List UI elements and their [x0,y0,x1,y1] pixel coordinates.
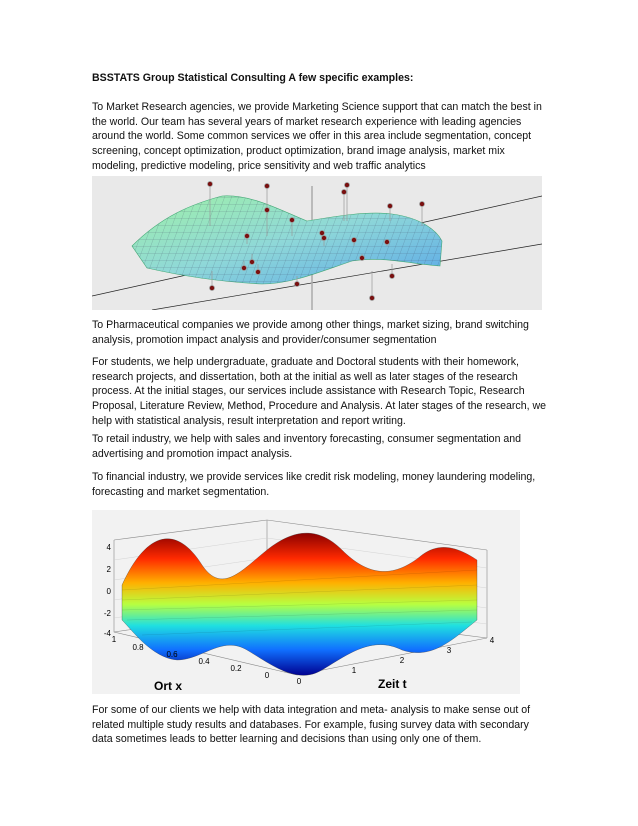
x-tick: 0.6 [166,650,178,659]
z-tick: -4 [103,629,111,638]
t-tick: 4 [489,636,495,645]
data-point [256,270,261,275]
data-point [295,282,300,287]
data-point [245,234,250,239]
data-point [390,274,395,279]
data-point [345,183,350,188]
page-heading: BSSTATS Group Statistical Consulting A few specific examples: [92,72,414,84]
financial-paragraph: To financial industry, we provide services like credit risk modeling, money laundering modeling, forecasting and market segmentation. [92,471,536,498]
z-tick: -2 [103,609,111,618]
z-tick: 4 [106,543,111,552]
data-point [420,202,425,207]
z-tick: 2 [106,565,111,574]
t-tick: 2 [399,656,405,665]
data-point [342,190,347,195]
data-point [290,218,295,223]
t-axis-label: Zeit t [378,677,407,691]
data-point [352,238,357,243]
surface-grid [132,196,442,284]
x-tick: 0.2 [230,664,242,673]
data-point [210,286,215,291]
data-point [250,260,255,265]
z-tick: 0 [106,587,111,596]
z-tick-labels [104,543,112,638]
market-research-paragraph: To Market Research agencies, we provide Marketing Science support that can match the best in the world. Our team has several years of market research experience with leading agencies around the world. Some common services we offer in this area include segmentation, concept screening, concept optimization, product optimization, brand image analysis, market mix modeling, predictive modeling, price sensitivity and web traffic analytics [92,101,542,172]
retail-paragraph: To retail industry, we help with sales and inventory forecasting, consumer segmentation and advertising and promotion impact analysis. [92,433,522,460]
data-point [385,240,390,245]
data-point [242,266,247,271]
data-point [208,182,213,187]
x-tick: 1 [111,635,117,644]
surface-plot-figure [92,176,542,310]
wave-plot-svg [92,510,520,694]
data-point [322,236,327,241]
data-point [360,256,365,261]
pharma-paragraph: To Pharmaceutical companies we provide among other things, market sizing, brand switching analysis, promotion impact analysis and provider/consumer segmentation [92,319,529,346]
data-point [265,208,270,213]
t-tick: 0 [296,677,302,686]
x-tick: 0.8 [132,643,144,652]
data-point [370,296,375,301]
data-point [265,184,270,189]
t-tick: 1 [351,666,357,675]
x-tick: 0 [264,671,270,680]
x-tick: 0.4 [198,657,210,666]
students-paragraph: For students, we help undergraduate, graduate and Doctoral students with their homework, research projects, and dissertation, both at the initial as well as later stages of the research process. At the initial stages, our services include assistance with Research Topic, Research Proposal, Literature Review, Method, Procedure and Analysis. At later stages of the research, we help with statistical analysis, result interpretation and report writing. [92,356,547,427]
data-point [320,231,325,236]
surface-plot-svg [92,176,542,310]
t-tick: 3 [446,646,452,655]
integration-paragraph: For some of our clients we help with data integration and meta- analysis to make sense out of related multiple study results and databases. For example, fusing survey data with secondary data sometimes leads to better learning and decisions than using only one of them. [92,704,531,746]
data-point [388,204,393,209]
x-axis-label: Ort x [154,679,183,693]
wave-plot-figure [92,510,520,694]
